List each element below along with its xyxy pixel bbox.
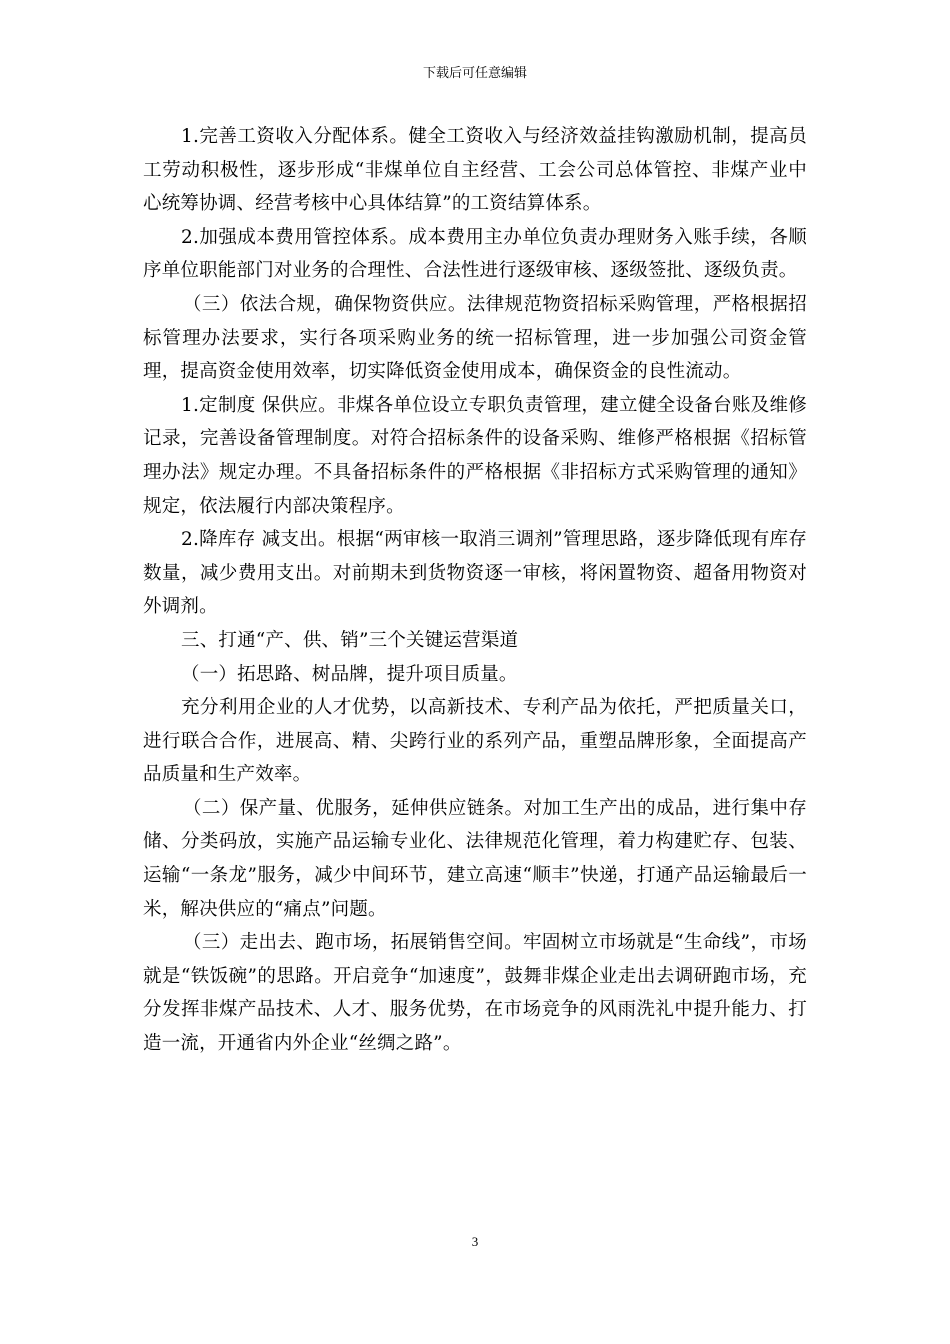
paragraph-cost-control: 2.加强成本费用管控体系。成本费用主办单位负责办理财务入账手续，各顺序单位职能部门对业务的合理性、合法性进行逐级审核、逐级签批、逐级负责。: [143, 226, 807, 282]
paragraph-set-rules: 1.定制度 保供应。非煤各单位设立专职负责管理，建立健全设备台账及维修记录，完善设备管理制度。对符合招标条件的设备采购、维修严格根据《招标管理办法》规定办理。不具备招标条件的严格根据《非招标方式采购管理的通知》规定，依法履行内部决策程序。: [143, 394, 807, 517]
paragraph-supply-chain: （二）保产量、优服务，延伸供应链条。对加工生产出的成品，进行集中存储、分类码放，实施产品运输专业化、法律规范化管理，着力构建贮存、包装、运输“一条龙”服务，减少中间环节，建立高速“顺丰”快递，打通产品运输最后一米，解决供应的“痛点”问题。: [143, 797, 807, 920]
page-number: 3: [471, 1234, 479, 1249]
page-header: 下载后可任意编辑: [422, 66, 527, 81]
paragraph-wage-system: 1.完善工资收入分配体系。健全工资收入与经济效益挂钩激励机制，提高员工劳动积极性，逐步形成“非煤单位自主经营、工会公司总体管控、非煤产业中心统筹协调、经营考核中心具体结算”的工资结算体系。: [143, 126, 807, 215]
section-heading-channels: 三、打通“产、供、销”三个关键运营渠道: [181, 629, 519, 651]
paragraph-market: （三）走出去、跑市场，拓展销售空间。牢固树立市场就是“生命线”，市场就是“铁饭碗”的思路。开启竞争“加速度”，鼓舞非煤企业走出去调研跑市场，充分发挥非煤产品技术、人才、服务优势，在市场竞争的风雨洗礼中提升能力、打造一流，开通省内外企业“丝绸之路”。: [143, 932, 807, 1055]
paragraph-reduce-inventory: 2.降库存 减支出。根据“两审核一取消三调剂”管理思路，逐步降低现有库存数量，减少费用支出。对前期未到货物资逐一审核，将闲置物资、超备用物资对外调剂。: [143, 529, 807, 618]
paragraph-talent: 充分利用企业的人才优势，以高新技术、专利产品为依托，严把质量关口，进行联合合作，进展高、精、尖跨行业的系列产品，重塑品牌形象，全面提高产品质量和生产效率。: [143, 697, 807, 786]
subheading-brand: （一）拓思路、树品牌，提升项目质量。: [181, 663, 518, 685]
paragraph-material-supply: （三）依法合规，确保物资供应。法律规范物资招标采购管理，严格根据招标管理办法要求，实行各项采购业务的统一招标管理，进一步加强公司资金管理，提高资金使用效率，切实降低资金使用成本，确保资金的良性流动。: [143, 293, 807, 383]
document-body: [143, 120, 807, 1061]
